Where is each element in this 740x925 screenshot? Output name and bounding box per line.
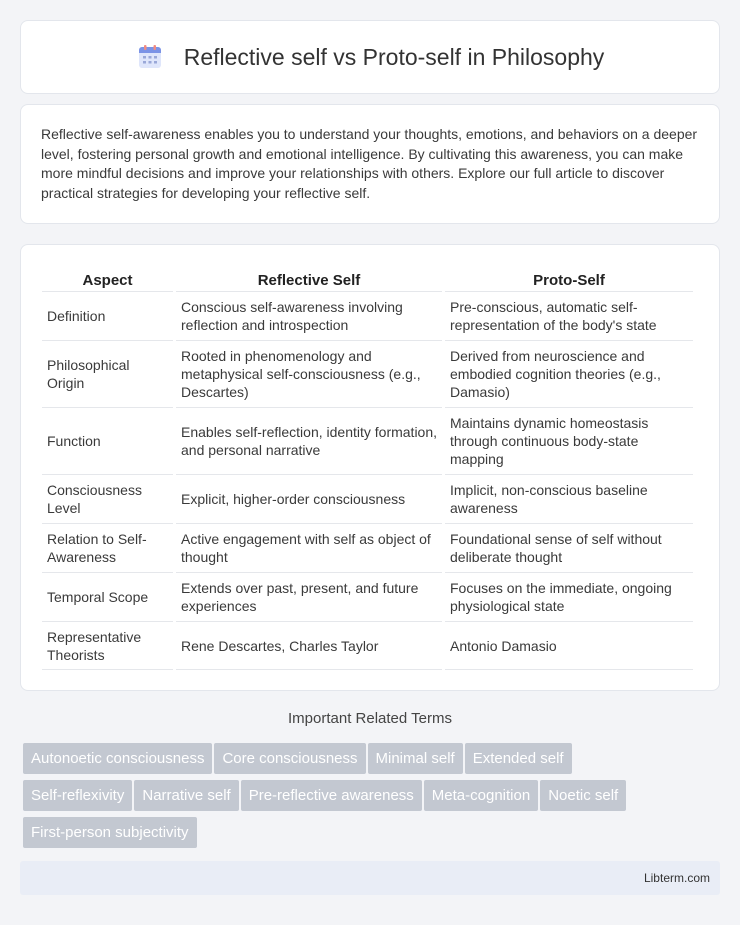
- table-row: [42, 621, 693, 670]
- term-tag[interactable]: First-person subjectivity: [23, 817, 197, 848]
- reflective-cell: Rene Descartes, Charles Taylor: [176, 621, 442, 670]
- header-proto-self: Proto-Self: [533, 271, 605, 289]
- reflective-cell: Enables self-reflection, identity formation, and personal narrative: [176, 407, 442, 474]
- intro-text: Reflective self-awareness enables you to understand your thoughts, emotions, and behaviors on a deeper level, fostering personal growth and emotional intelligence. By cultivating this awareness, you can make more mindful decisions and improve your relationships with others. Explore our full article to discover practical strategies for developing your reflective self.: [41, 126, 698, 201]
- footer-site-link[interactable]: Libterm.com: [643, 871, 710, 885]
- aspect-cell: Representative Theorists: [42, 621, 173, 670]
- table-row: [42, 407, 693, 474]
- header-reflective-self: Reflective Self: [257, 271, 361, 289]
- proto-cell: Implicit, non-conscious baseline awareness: [445, 474, 693, 523]
- comparison-card: [20, 244, 720, 691]
- proto-cell: Antonio Damasio: [445, 621, 693, 670]
- aspect-cell: Definition: [42, 291, 173, 340]
- header-aspect: Aspect: [82, 271, 133, 289]
- term-tag[interactable]: Minimal self: [368, 743, 463, 774]
- aspect-cell: Relation to Self-Awareness: [42, 523, 173, 572]
- table-row: [42, 340, 693, 407]
- reflective-cell: Explicit, higher-order consciousness: [176, 474, 442, 523]
- term-tag[interactable]: Extended self: [465, 743, 572, 774]
- aspect-cell: Temporal Scope: [42, 572, 173, 621]
- comparison-table: [39, 265, 696, 670]
- aspect-cell: Philosophical Origin: [42, 340, 173, 407]
- calendar-icon: [136, 43, 164, 71]
- proto-cell: Focuses on the immediate, ongoing physiological state: [445, 572, 693, 621]
- aspect-cell: Function: [42, 407, 173, 474]
- table-row: [42, 523, 693, 572]
- proto-cell: Maintains dynamic homeostasis through continuous body-state mapping: [445, 407, 693, 474]
- reflective-cell: Rooted in phenomenology and metaphysical self-consciousness (e.g., Descartes): [176, 340, 442, 407]
- reflective-cell: Active engagement with self as object of thought: [176, 523, 442, 572]
- proto-cell: Foundational sense of self without deliberate thought: [445, 523, 693, 572]
- reflective-cell: Extends over past, present, and future experiences: [176, 572, 442, 621]
- proto-cell: Derived from neuroscience and embodied cognition theories (e.g., Damasio): [445, 340, 693, 407]
- header-card: [20, 20, 720, 94]
- term-tag[interactable]: Meta-cognition: [424, 780, 538, 811]
- table-header-row: [42, 265, 693, 291]
- term-tag[interactable]: Core consciousness: [214, 743, 365, 774]
- table-row: [42, 474, 693, 523]
- term-tag[interactable]: Narrative self: [134, 780, 238, 811]
- footer: [20, 861, 720, 895]
- term-tag[interactable]: Self-reflexivity: [23, 780, 132, 811]
- page-title: Reflective self vs Proto-self in Philosophy: [183, 43, 605, 70]
- intro-card: [20, 104, 720, 224]
- table-row: [42, 572, 693, 621]
- related-terms: [23, 743, 703, 854]
- aspect-cell: Consciousness Level: [42, 474, 173, 523]
- term-tag[interactable]: Pre-reflective awareness: [241, 780, 422, 811]
- proto-cell: Pre-conscious, automatic self-representation of the body's state: [445, 291, 693, 340]
- reflective-cell: Conscious self-awareness involving reflection and introspection: [176, 291, 442, 340]
- term-tag[interactable]: Noetic self: [540, 780, 626, 811]
- table-row: [42, 291, 693, 340]
- related-terms-title: Important Related Terms: [288, 710, 452, 727]
- term-tag[interactable]: Autonoetic consciousness: [23, 743, 212, 774]
